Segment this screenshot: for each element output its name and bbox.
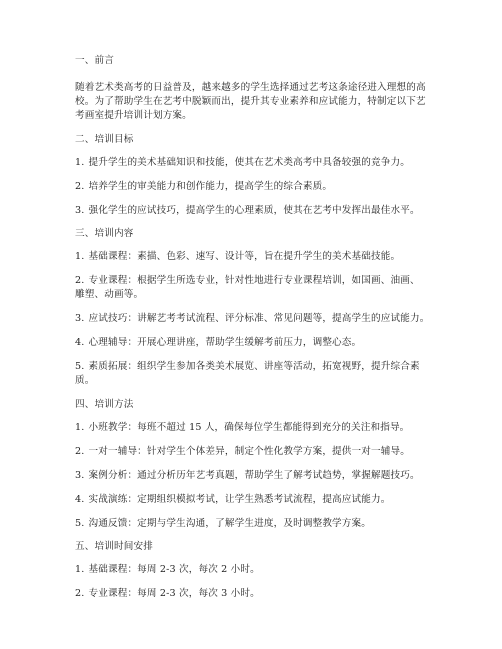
list-number: 2. (75, 181, 85, 192)
list-item-text: 基础课程：每周 2-3 次，每次 2 小时。 (88, 564, 260, 575)
list-number: 4. (75, 337, 85, 348)
content-item-5-continued: 质。 (75, 375, 95, 386)
intro-paragraph-line-3: 考画室提升培训计划方案。 (75, 110, 192, 121)
list-number: 1. (75, 251, 85, 262)
list-item-text: 实战演练：定期组织模拟考试，让学生熟悉考试流程，提高应试能力。 (88, 494, 391, 505)
list-item-text: 专业课程：根据学生所选专业，针对性地进行专业课程培训，如国画、油画、 (88, 275, 420, 286)
schedule-item-2 (75, 587, 260, 600)
list-number: 1. (75, 422, 85, 433)
list-number: 1. (75, 564, 85, 575)
list-number: 4. (75, 494, 85, 505)
content-item-2-continued: 雕塑、动画等。 (75, 289, 144, 300)
schedule-item-1 (75, 563, 260, 576)
content-item-5 (75, 360, 420, 373)
method-item-1 (75, 421, 409, 434)
list-number: 5. (75, 518, 85, 529)
list-item-text: 培养学生的审美能力和创作能力，提高学生的综合素质。 (88, 181, 333, 192)
list-number: 2. (75, 446, 85, 457)
list-number: 3. (75, 470, 85, 481)
section-heading-goals: 二、培训目标 (75, 134, 134, 145)
list-item-text: 专业课程：每周 2-3 次，每次 3 小时。 (88, 588, 260, 599)
content-item-3 (75, 312, 430, 325)
method-item-2 (75, 445, 410, 458)
content-item-2 (75, 274, 420, 287)
method-item-4 (75, 493, 391, 506)
section-heading-content: 三、培训内容 (75, 228, 134, 239)
list-item-text: 一对一辅导：针对学生个体差异，制定个性化教学方案，提供一对一辅导。 (88, 446, 411, 457)
section-heading-methods: 四、培训方法 (75, 399, 134, 410)
method-item-3 (75, 469, 420, 482)
list-item-text: 案例分析：通过分析历年艺考真题，帮助学生了解考试趋势，掌握解题技巧。 (88, 470, 420, 481)
intro-paragraph-line-2: 校。为了帮助学生在艺考中脱颖而出，提升其专业素养和应试能力，特制定以下艺 (75, 96, 426, 107)
section-heading-schedule: 五、培训时间安排 (75, 541, 153, 552)
list-item-text: 素质拓展：组织学生参加各类美术展览、讲座等活动，拓宽视野，提升综合素 (88, 361, 420, 372)
goal-item-3 (75, 204, 420, 217)
goal-item-1 (75, 156, 410, 169)
list-item-text: 心理辅导：开展心理讲座，帮助学生缓解考前压力，调整心态。 (88, 337, 362, 348)
method-item-5 (75, 517, 371, 530)
list-number: 1. (75, 157, 85, 168)
content-item-1 (75, 250, 400, 263)
list-number: 5. (75, 361, 85, 372)
content-item-4 (75, 336, 361, 349)
section-heading-intro: 一、前言 (75, 55, 114, 66)
goal-item-2 (75, 180, 332, 193)
list-number: 3. (75, 205, 85, 216)
list-item-text: 应试技巧：讲解艺考考试流程、评分标准、常见问题等，提高学生的应试能力。 (88, 313, 430, 324)
list-number: 2. (75, 588, 85, 599)
list-item-text: 强化学生的应试技巧，提高学生的心理素质，使其在艺考中发挥出最佳水平。 (88, 205, 420, 216)
list-item-text: 基础课程：素描、色彩、速写、设计等，旨在提升学生的美术基础技能。 (88, 251, 401, 262)
list-number: 3. (75, 313, 85, 324)
list-item-text: 沟通反馈：定期与学生沟通，了解学生进度，及时调整教学方案。 (88, 518, 372, 529)
list-number: 2. (75, 275, 85, 286)
list-item-text: 提升学生的美术基础知识和技能，使其在艺术类高考中具备较强的竞争力。 (88, 157, 411, 168)
intro-paragraph-line-1: 随着艺术类高考的日益普及，越来越多的学生选择通过艺考这条途径进入理想的高 (75, 82, 426, 93)
list-item-text: 小班教学：每班不超过 15 人，确保每位学生都能得到充分的关注和指导。 (88, 422, 410, 433)
